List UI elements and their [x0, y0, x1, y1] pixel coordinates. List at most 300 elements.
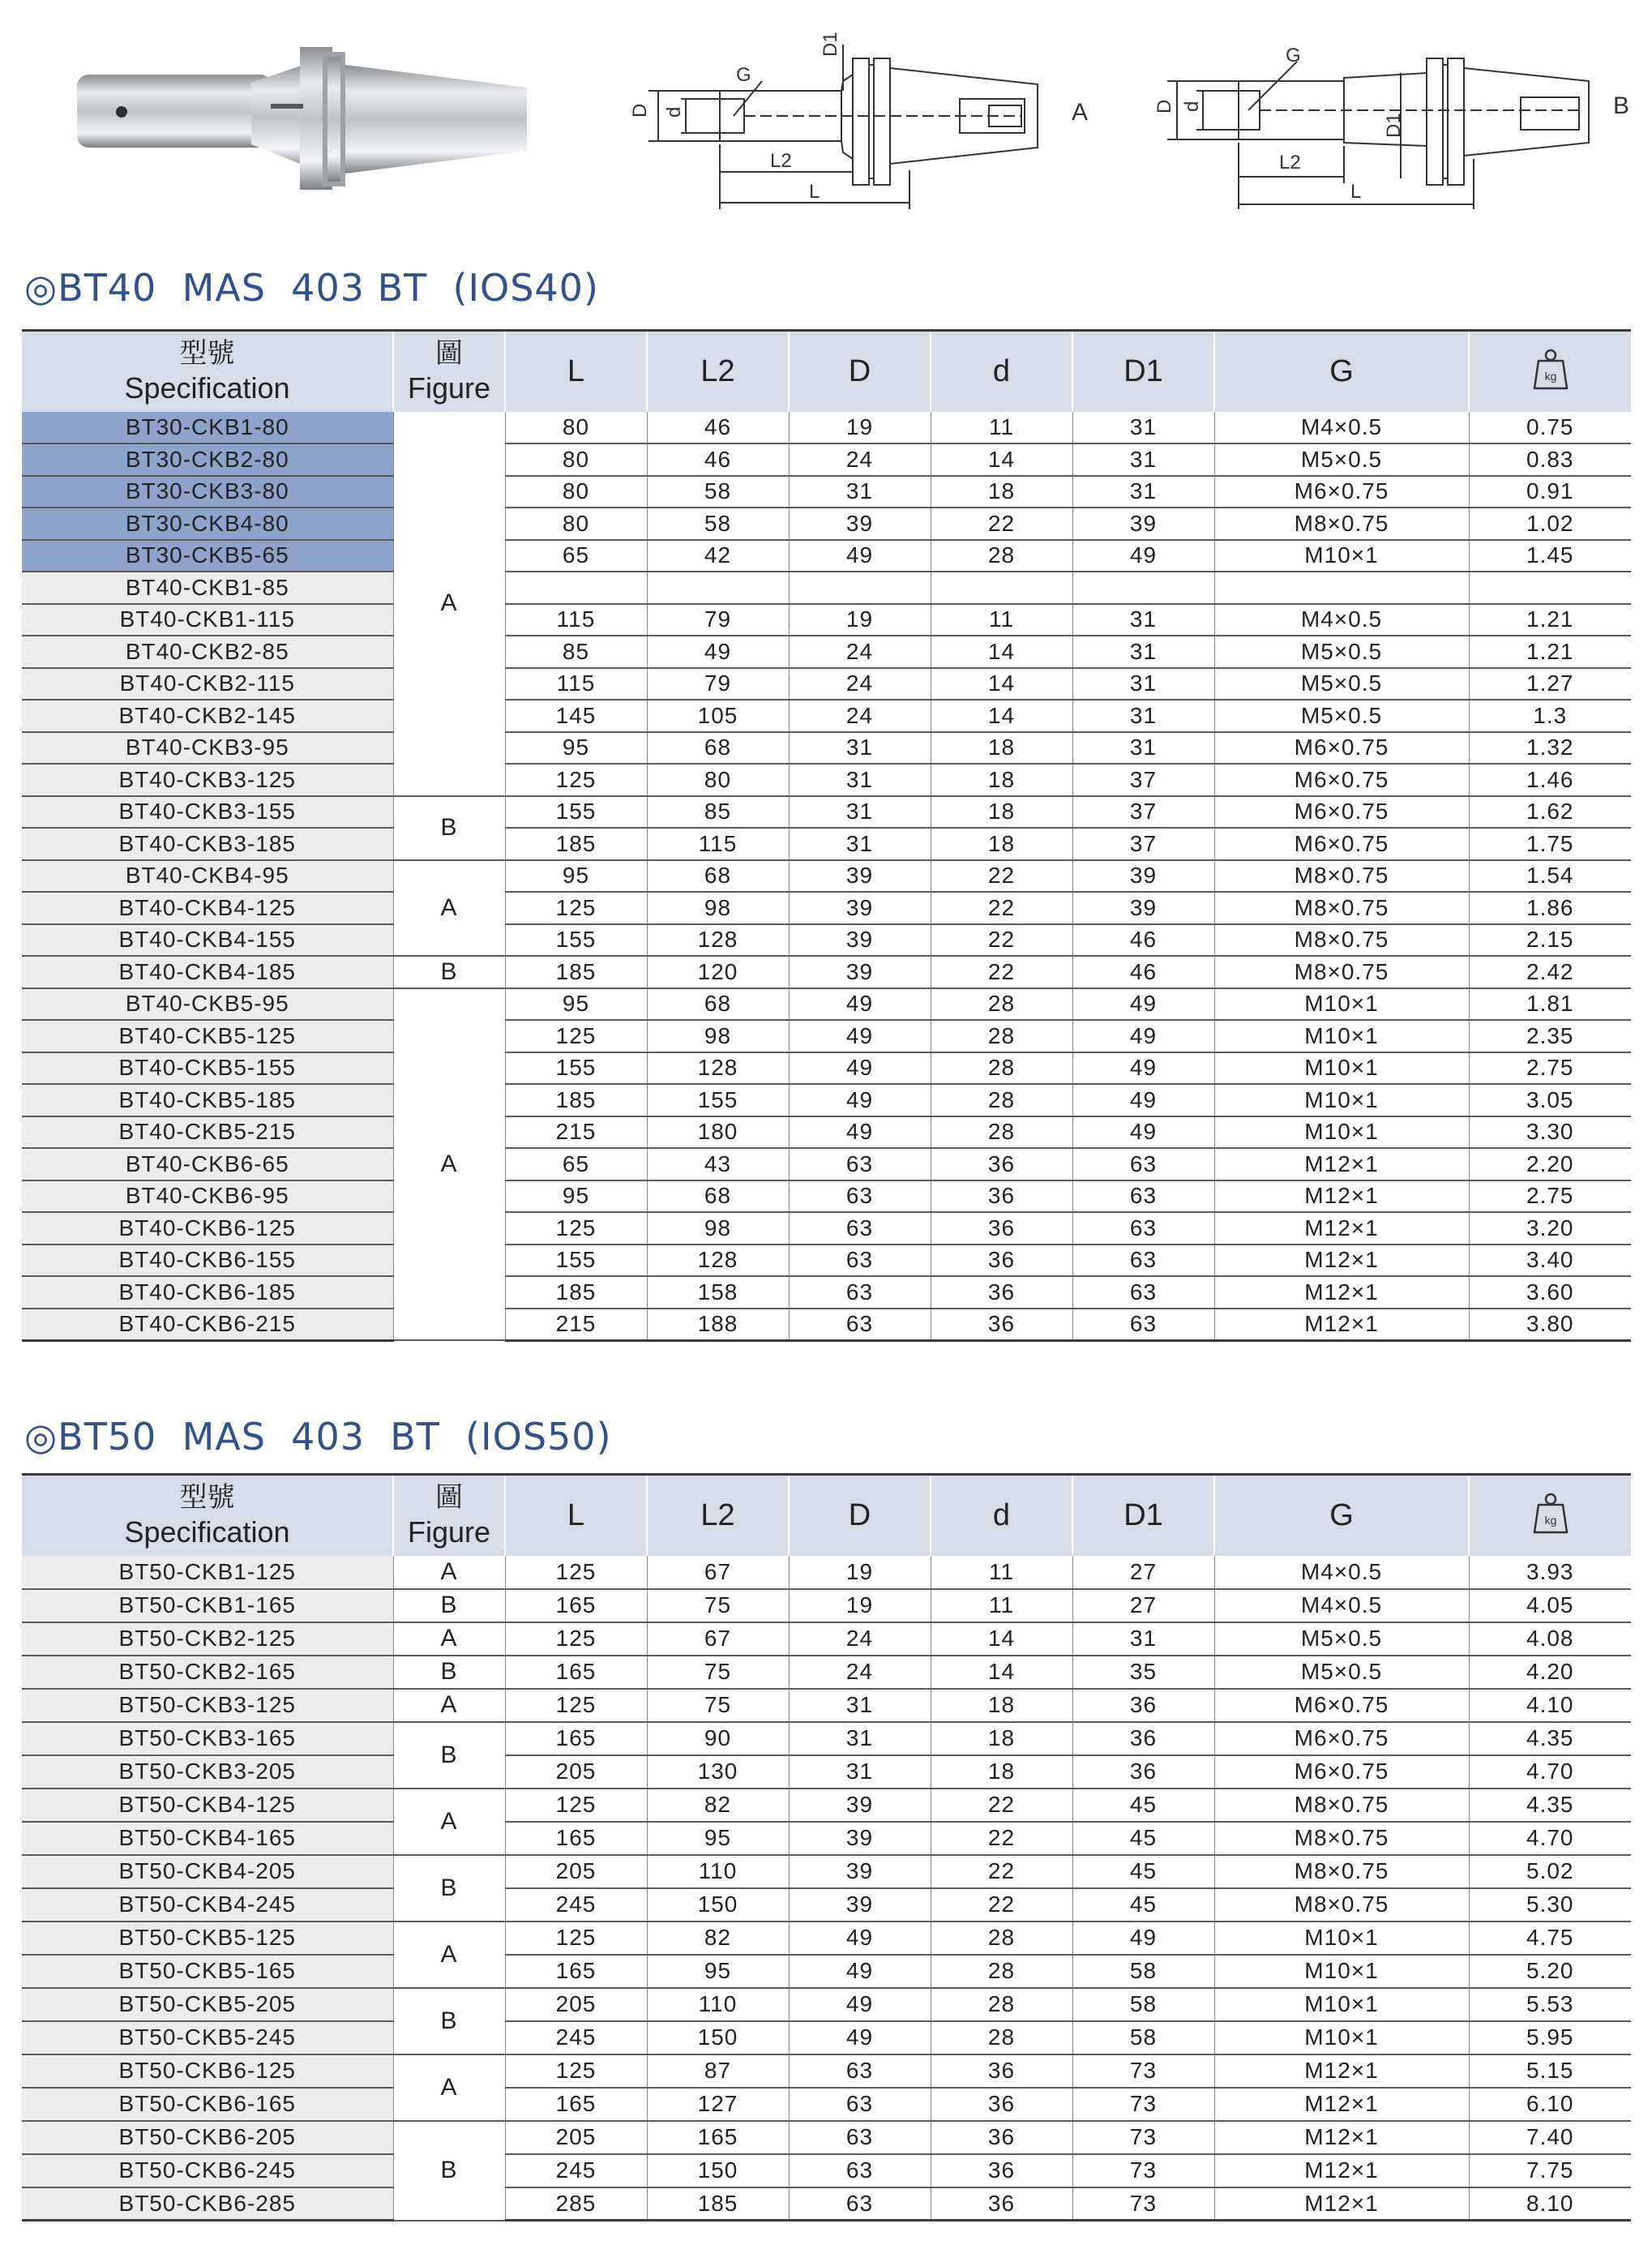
d-cell: 14	[931, 1656, 1072, 1689]
d-cell: 14	[931, 668, 1072, 700]
d1-cell: 73	[1072, 2154, 1214, 2187]
d1-cell: 27	[1072, 1589, 1214, 1622]
l-cell: 155	[505, 1052, 647, 1085]
d-cell: 49	[789, 540, 931, 572]
l2-cell: 130	[647, 1755, 789, 1789]
spec-cell: BT40-CKB2-145	[22, 700, 393, 732]
d1-cell: 49	[1072, 1052, 1214, 1085]
d-cell: 39	[789, 924, 931, 957]
spec-cell: BT50-CKB4-245	[22, 1888, 393, 1922]
table-row	[22, 540, 1631, 572]
l2-cell: 110	[647, 1988, 789, 2021]
l2-cell: 128	[647, 1052, 789, 1085]
l2-cell: 95	[647, 1822, 789, 1855]
spec-cell: BT40-CKB5-185	[22, 1084, 393, 1116]
l2-cell: 75	[647, 1589, 789, 1622]
d-cell: 28	[931, 1084, 1072, 1116]
spec-cell: BT40-CKB6-65	[22, 1148, 393, 1180]
d1-cell: 49	[1072, 988, 1214, 1021]
g-cell: M10×1	[1214, 1052, 1469, 1085]
l2-cell: 185	[647, 2187, 789, 2221]
d-cell: 22	[931, 508, 1072, 540]
spec-cell: BT50-CKB4-125	[22, 1789, 393, 1822]
d1-cell: 31	[1072, 412, 1214, 444]
l-cell: 215	[505, 1309, 647, 1341]
col-D1: D1	[1072, 1475, 1214, 1556]
d-cell: 22	[931, 956, 1072, 988]
l-cell: 125	[505, 1922, 647, 1955]
l2-cell: 67	[647, 1556, 789, 1589]
spec-cell: BT30-CKB5-65	[22, 540, 393, 572]
kg-cell: 2.35	[1469, 1020, 1631, 1052]
l2-cell: 46	[647, 443, 789, 476]
l-cell: 205	[505, 2121, 647, 2154]
kg-cell: 4.35	[1469, 1789, 1631, 1822]
table-row	[22, 1116, 1631, 1149]
spec-cell: BT50-CKB5-125	[22, 1922, 393, 1955]
g-cell: M12×1	[1214, 2187, 1469, 2221]
spec-cell: BT50-CKB1-165	[22, 1589, 393, 1622]
col-weight	[1469, 331, 1631, 412]
dim-d-label: d	[663, 106, 685, 118]
l2-cell: 80	[647, 764, 789, 796]
l2-cell: 67	[647, 1622, 789, 1656]
d-cell: 24	[789, 1622, 931, 1656]
figure-cell: A	[393, 412, 505, 796]
spec-cell: BT50-CKB1-125	[22, 1556, 393, 1589]
d-cell: 28	[931, 1955, 1072, 1988]
kg-cell: 4.70	[1469, 1755, 1631, 1789]
l2-cell: 165	[647, 2121, 789, 2154]
table-row	[22, 1245, 1631, 1277]
figure-cell: A	[393, 988, 505, 1341]
d1-cell: 31	[1072, 700, 1214, 732]
table-row	[22, 1855, 1631, 1888]
spec-cell: BT40-CKB5-95	[22, 988, 393, 1021]
col-d: d	[931, 331, 1072, 412]
l-cell: 165	[505, 1955, 647, 1988]
d-cell: 49	[789, 2021, 931, 2054]
kg-cell: 1.21	[1469, 636, 1631, 668]
figure-cell: A	[393, 1789, 505, 1855]
l2-cell: 115	[647, 828, 789, 860]
l-cell: 205	[505, 1855, 647, 1888]
d-cell: 31	[789, 1755, 931, 1789]
g-cell: M5×0.5	[1214, 1622, 1469, 1656]
d1-cell: 45	[1072, 1888, 1214, 1922]
d-cell: 36	[931, 1245, 1072, 1277]
figure-cell: B	[393, 1656, 505, 1689]
l-cell: 185	[505, 828, 647, 860]
l2-cell: 150	[647, 2154, 789, 2187]
col-figure: 圖 Figure	[393, 331, 505, 412]
spec-cell: BT40-CKB4-95	[22, 860, 393, 893]
spec-cell: BT40-CKB2-115	[22, 668, 393, 700]
d1-cell: 36	[1072, 1722, 1214, 1755]
d-cell: 36	[931, 2054, 1072, 2088]
l2-cell: 68	[647, 1180, 789, 1213]
kg-cell: 0.91	[1469, 476, 1631, 508]
d-cell: 22	[931, 924, 1072, 957]
l-cell: 125	[505, 1556, 647, 1589]
l2-cell: 98	[647, 892, 789, 924]
table-row	[22, 412, 1631, 444]
d-cell: 14	[931, 1622, 1072, 1656]
l-cell: 125	[505, 2054, 647, 2088]
l-cell: 205	[505, 1755, 647, 1789]
d-cell: 31	[789, 476, 931, 508]
l2-cell: 42	[647, 540, 789, 572]
l2-cell: 75	[647, 1656, 789, 1689]
figure-cell: A	[393, 2054, 505, 2121]
col-L: L	[505, 1475, 647, 1556]
g-cell: M6×0.75	[1214, 796, 1469, 829]
d1-cell: 31	[1072, 476, 1214, 508]
d1-cell: 58	[1072, 1955, 1214, 1988]
d-cell: 28	[931, 1020, 1072, 1052]
l2-cell: 58	[647, 508, 789, 540]
d-cell: 36	[931, 1276, 1072, 1309]
product-figures	[0, 0, 1652, 243]
l2-cell: 68	[647, 988, 789, 1021]
d1-cell: 58	[1072, 2021, 1214, 2054]
g-cell: M12×1	[1214, 2154, 1469, 2187]
col-specification: 型號 Specification	[22, 1475, 393, 1556]
d-cell: 11	[931, 604, 1072, 636]
l2-cell: 46	[647, 412, 789, 444]
g-cell: M10×1	[1214, 1955, 1469, 1988]
l-cell: 245	[505, 2021, 647, 2054]
table-row	[22, 1988, 1631, 2021]
d-cell: 63	[789, 1148, 931, 1180]
d1-cell: 37	[1072, 764, 1214, 796]
table-row	[22, 1020, 1631, 1052]
dim-G-label-b: G	[1286, 45, 1301, 66]
bt40-section-title: ◎BT40 MAS 403 BT (IOS40)	[24, 266, 599, 310]
diagram-a-label: A	[1072, 99, 1089, 126]
d1-cell: 63	[1072, 1276, 1214, 1309]
l2-cell: 98	[647, 1020, 789, 1052]
table-row	[22, 828, 1631, 860]
l2-cell: 68	[647, 732, 789, 765]
kg-cell: 7.40	[1469, 2121, 1631, 2154]
kg-cell: 3.40	[1469, 1245, 1631, 1277]
l2-cell: 128	[647, 924, 789, 957]
l-cell: 95	[505, 1180, 647, 1213]
d-cell: 39	[789, 1888, 931, 1922]
d-cell: 22	[931, 1822, 1072, 1855]
table-row	[22, 1309, 1631, 1341]
figure-cell: A	[393, 1922, 505, 1988]
l-cell: 95	[505, 988, 647, 1021]
d-cell: 31	[789, 764, 931, 796]
spec-cell: BT40-CKB3-95	[22, 732, 393, 765]
table-row	[22, 924, 1631, 957]
g-cell: M12×1	[1214, 1245, 1469, 1277]
d-cell: 49	[789, 1116, 931, 1149]
l-cell: 65	[505, 540, 647, 572]
d-cell: 49	[789, 1084, 931, 1116]
kg-cell: 4.75	[1469, 1922, 1631, 1955]
g-cell: M6×0.75	[1214, 828, 1469, 860]
g-cell: M12×1	[1214, 2121, 1469, 2154]
d-cell: 28	[931, 1052, 1072, 1085]
g-cell: M10×1	[1214, 988, 1469, 1021]
diagram-b	[1167, 58, 1589, 209]
l-cell: 115	[505, 604, 647, 636]
weight-kg-icon	[1532, 348, 1569, 392]
table-row	[22, 2121, 1631, 2154]
spec-cell: BT40-CKB6-125	[22, 1212, 393, 1245]
kg-cell: 1.02	[1469, 508, 1631, 540]
kg-cell: 3.60	[1469, 1276, 1631, 1309]
kg-cell: 5.95	[1469, 2021, 1631, 2054]
l2-cell: 110	[647, 1855, 789, 1888]
kg-cell: 2.42	[1469, 956, 1631, 988]
l-cell: 205	[505, 1988, 647, 2021]
d-cell: 11	[931, 412, 1072, 444]
l-cell	[505, 572, 647, 604]
spec-cell: BT40-CKB4-125	[22, 892, 393, 924]
kg-cell: 1.21	[1469, 604, 1631, 636]
spec-cell: BT50-CKB6-245	[22, 2154, 393, 2187]
d-cell: 63	[789, 2121, 931, 2154]
l-cell: 185	[505, 1276, 647, 1309]
d-cell: 28	[931, 988, 1072, 1021]
diagram-a	[648, 45, 1038, 209]
col-specification: 型號 Specification	[22, 331, 393, 412]
kg-cell: 1.32	[1469, 732, 1631, 765]
diagram-a-labels	[629, 32, 1088, 203]
d1-cell	[1072, 572, 1214, 604]
kg-cell: 4.70	[1469, 1822, 1631, 1855]
d-cell: 49	[789, 1052, 931, 1085]
bt50-section-title: ◎BT50 MAS 403 BT (IOS50)	[24, 1415, 612, 1459]
d1-cell: 73	[1072, 2187, 1214, 2221]
d-cell: 63	[789, 1309, 931, 1341]
table-row	[22, 1656, 1631, 1689]
d1-cell: 45	[1072, 1855, 1214, 1888]
table-row	[22, 1622, 1631, 1656]
l-cell: 165	[505, 1656, 647, 1689]
d-cell: 49	[789, 1020, 931, 1052]
spec-cell: BT50-CKB6-125	[22, 2054, 393, 2088]
kg-cell: 5.53	[1469, 1988, 1631, 2021]
table-row	[22, 508, 1631, 540]
d-cell: 22	[931, 892, 1072, 924]
d-cell: 11	[931, 1556, 1072, 1589]
dim-D-label: D	[629, 103, 651, 118]
kg-cell: 3.80	[1469, 1309, 1631, 1341]
dim-L2-label-b: L2	[1279, 152, 1301, 174]
l2-cell: 150	[647, 2021, 789, 2054]
g-cell: M12×1	[1214, 1148, 1469, 1180]
l-cell: 155	[505, 796, 647, 829]
d-cell: 39	[789, 1855, 931, 1888]
d1-cell: 31	[1072, 668, 1214, 700]
g-cell: M6×0.75	[1214, 1722, 1469, 1755]
spec-cell: BT30-CKB4-80	[22, 508, 393, 540]
g-cell: M4×0.5	[1214, 412, 1469, 444]
kg-cell: 2.20	[1469, 1148, 1631, 1180]
d-cell: 36	[931, 1180, 1072, 1213]
d-cell: 19	[789, 604, 931, 636]
d1-cell: 49	[1072, 1922, 1214, 1955]
table-row	[22, 860, 1631, 893]
table-row	[22, 1722, 1631, 1755]
kg-cell: 1.62	[1469, 796, 1631, 829]
diagram-b-labels	[1153, 45, 1629, 203]
bt50-spec-table	[22, 1473, 1631, 2221]
d1-cell: 35	[1072, 1656, 1214, 1689]
g-cell: M4×0.5	[1214, 604, 1469, 636]
spec-cell: BT50-CKB6-205	[22, 2121, 393, 2154]
l2-cell	[647, 572, 789, 604]
d-cell: 18	[931, 796, 1072, 829]
figure-cell: A	[393, 1622, 505, 1656]
d-cell: 36	[931, 1309, 1072, 1341]
table-row	[22, 2088, 1631, 2121]
d-cell: 31	[789, 796, 931, 829]
d1-cell: 37	[1072, 828, 1214, 860]
d1-cell: 49	[1072, 1116, 1214, 1149]
d1-cell: 39	[1072, 892, 1214, 924]
g-cell: M12×1	[1214, 1180, 1469, 1213]
g-cell: M8×0.75	[1214, 860, 1469, 893]
l-cell: 165	[505, 2088, 647, 2121]
col-D: D	[789, 331, 931, 412]
dim-d-label-b: d	[1181, 101, 1203, 112]
col-G: G	[1214, 331, 1469, 412]
table-row	[22, 1084, 1631, 1116]
d-cell: 63	[789, 1276, 931, 1309]
d1-cell: 63	[1072, 1148, 1214, 1180]
l-cell: 125	[505, 892, 647, 924]
d1-cell: 63	[1072, 1245, 1214, 1277]
kg-cell	[1469, 572, 1631, 604]
spec-cell: BT40-CKB5-215	[22, 1116, 393, 1149]
d-cell	[931, 572, 1072, 604]
table-row	[22, 2187, 1631, 2221]
dim-D1-label: D1	[820, 32, 841, 57]
d1-cell: 49	[1072, 1084, 1214, 1116]
figure-cell: B	[393, 1589, 505, 1622]
d-cell: 28	[931, 1116, 1072, 1149]
kg-cell: 8.10	[1469, 2187, 1631, 2221]
kg-cell: 4.20	[1469, 1656, 1631, 1689]
kg-cell: 4.05	[1469, 1589, 1631, 1622]
col-D1: D1	[1072, 331, 1214, 412]
l-cell: 245	[505, 2154, 647, 2187]
table-row	[22, 2054, 1631, 2088]
table-row	[22, 1888, 1631, 1922]
kg-cell: 3.93	[1469, 1556, 1631, 1589]
l-cell: 95	[505, 732, 647, 765]
kg-cell: 3.30	[1469, 1116, 1631, 1149]
g-cell: M4×0.5	[1214, 1556, 1469, 1589]
l-cell: 125	[505, 1789, 647, 1822]
spec-cell: BT40-CKB6-185	[22, 1276, 393, 1309]
spec-cell: BT50-CKB3-125	[22, 1689, 393, 1722]
d-cell: 19	[789, 1589, 931, 1622]
table-row	[22, 1276, 1631, 1309]
d-cell: 63	[789, 2054, 931, 2088]
l2-cell: 120	[647, 956, 789, 988]
l-cell: 165	[505, 1589, 647, 1622]
g-cell: M4×0.5	[1214, 1589, 1469, 1622]
table-row	[22, 1789, 1631, 1822]
spec-cell: BT50-CKB5-165	[22, 1955, 393, 1988]
d1-cell: 31	[1072, 1622, 1214, 1656]
d-cell: 18	[931, 1755, 1072, 1789]
col-D: D	[789, 1475, 931, 1556]
d-cell: 63	[789, 2187, 931, 2221]
bt40-spec-table	[22, 329, 1631, 1342]
svg-text:kg: kg	[1544, 369, 1556, 383]
l2-cell: 82	[647, 1789, 789, 1822]
table-row	[22, 1148, 1631, 1180]
d-cell: 49	[789, 1988, 931, 2021]
diagram-b-label: B	[1613, 92, 1630, 119]
l2-cell: 158	[647, 1276, 789, 1309]
d1-cell: 73	[1072, 2088, 1214, 2121]
g-cell: M5×0.5	[1214, 700, 1469, 732]
kg-cell: 2.75	[1469, 1052, 1631, 1085]
kg-cell: 5.20	[1469, 1955, 1631, 1988]
kg-cell: 4.08	[1469, 1622, 1631, 1656]
d-cell	[789, 572, 931, 604]
l2-cell: 105	[647, 700, 789, 732]
d-cell: 28	[931, 2021, 1072, 2054]
g-cell: M8×0.75	[1214, 956, 1469, 988]
d-cell: 14	[931, 443, 1072, 476]
d1-cell: 73	[1072, 2054, 1214, 2088]
kg-cell: 2.15	[1469, 924, 1631, 957]
d-cell: 24	[789, 668, 931, 700]
l2-cell: 79	[647, 668, 789, 700]
figure-cell: A	[393, 860, 505, 957]
kg-cell: 1.75	[1469, 828, 1631, 860]
weight-kg-icon	[1532, 1492, 1569, 1536]
g-cell: M10×1	[1214, 1084, 1469, 1116]
table-row	[22, 668, 1631, 700]
figure-cell: B	[393, 796, 505, 860]
l2-cell: 68	[647, 860, 789, 893]
d1-cell: 31	[1072, 443, 1214, 476]
spec-cell: BT40-CKB3-185	[22, 828, 393, 860]
l2-cell: 87	[647, 2054, 789, 2088]
g-cell: M10×1	[1214, 1922, 1469, 1955]
d-cell: 31	[789, 1722, 931, 1755]
d1-cell: 39	[1072, 508, 1214, 540]
d-cell: 39	[789, 956, 931, 988]
spec-cell: BT50-CKB5-245	[22, 2021, 393, 2054]
l-cell: 125	[505, 1689, 647, 1722]
d-cell: 36	[931, 2187, 1072, 2221]
col-L2: L2	[647, 331, 789, 412]
l2-cell: 58	[647, 476, 789, 508]
table-row	[22, 1822, 1631, 1855]
kg-cell: 1.81	[1469, 988, 1631, 1021]
spec-cell: BT40-CKB1-115	[22, 604, 393, 636]
spec-cell: BT50-CKB2-125	[22, 1622, 393, 1656]
g-cell: M6×0.75	[1214, 764, 1469, 796]
table-row	[22, 732, 1631, 765]
g-cell: M12×1	[1214, 1276, 1469, 1309]
figure-cell: B	[393, 1722, 505, 1789]
spec-cell: BT50-CKB4-165	[22, 1822, 393, 1855]
table-row	[22, 764, 1631, 796]
